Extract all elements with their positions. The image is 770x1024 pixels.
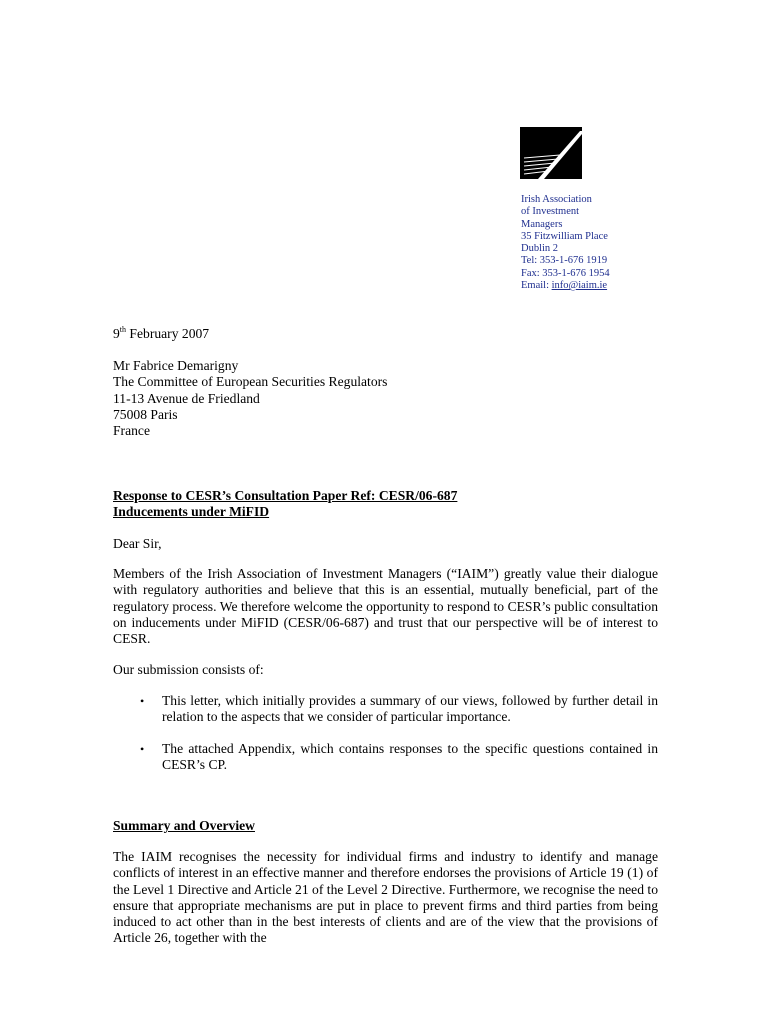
- subject-line: [113, 488, 658, 521]
- salutation: Dear Sir,: [113, 536, 162, 551]
- paragraph-summary: The IAIM recognises the necessity for individual firms and industry to identify and manage conflicts of interest in an effective manner and therefore endorses the provisions of Article 19 (1) of the Level 1 Directive and Article 21 of the Level 2 Directive. Furthermore, we recognise the need to ensure that appropriate mechanisms are put in place to prevent firms and third parties from being induced to act other than in the best interests of clients and are of the view that the provisions of Article 26, together with the: [113, 849, 658, 946]
- org-email: [521, 280, 610, 292]
- recipient-country: France: [113, 423, 150, 439]
- iaim-logo: [520, 127, 582, 179]
- letter-date: [113, 322, 658, 342]
- email-link[interactable]: info@iaim.ie: [551, 280, 608, 292]
- org-name-line-3: Managers: [521, 218, 563, 230]
- subject-line-2: Inducements under MiFID: [113, 504, 270, 520]
- email-label: Email:: [521, 280, 552, 292]
- org-fax: Fax: 353-1-676 1954: [521, 267, 610, 279]
- recipient-street: 11-13 Avenue de Friedland: [113, 390, 260, 406]
- date-day: 9: [113, 326, 120, 341]
- recipient-organisation: The Committee of European Securities Regulators: [113, 374, 388, 390]
- list-item-text: This letter, which initially provides a summary of our views, followed by further detail in relation to the aspects that we consider of particular importance.: [162, 693, 658, 725]
- date-ordinal-suffix: th: [119, 325, 127, 334]
- org-street: 35 Fitzwilliam Place: [521, 230, 608, 242]
- list-item-text: The attached Appendix, which contains responses to the specific questions contained in CESR’s CP.: [162, 741, 658, 773]
- org-telephone: Tel: 353-1-676 1919: [521, 255, 608, 267]
- section-heading: Summary and Overview: [113, 818, 255, 833]
- org-name-line-1: Irish Association: [521, 194, 592, 205]
- paragraph-introduction: Members of the Irish Association of Investment Managers (“IAIM”) greatly value their dialogue with regulatory authorities and believe that this is an essential, mutually beneficial, part of the regulatory process. We therefore welcome the opportunity to respond to CESR’s public consultation on inducements under MiFID (CESR/06-687) and trust that our perspective will be of interest to CESR.: [113, 566, 658, 647]
- recipient-name: Mr Fabrice Demarigny: [113, 358, 239, 373]
- bullet-icon: •: [140, 694, 145, 708]
- bullet-icon: •: [140, 742, 145, 756]
- recipient-city: 75008 Paris: [113, 406, 178, 422]
- letterhead-address: [521, 194, 610, 292]
- date-month-year: February 2007: [126, 326, 210, 341]
- paragraph-submission: Our submission consists of:: [113, 662, 264, 677]
- recipient-address: [113, 358, 658, 439]
- subject-line-1: Response to CESR’s Consultation Paper Ref: CESR/06-687: [113, 488, 458, 503]
- org-city: Dublin 2: [521, 243, 559, 255]
- org-name-line-2: of Investment: [521, 206, 580, 218]
